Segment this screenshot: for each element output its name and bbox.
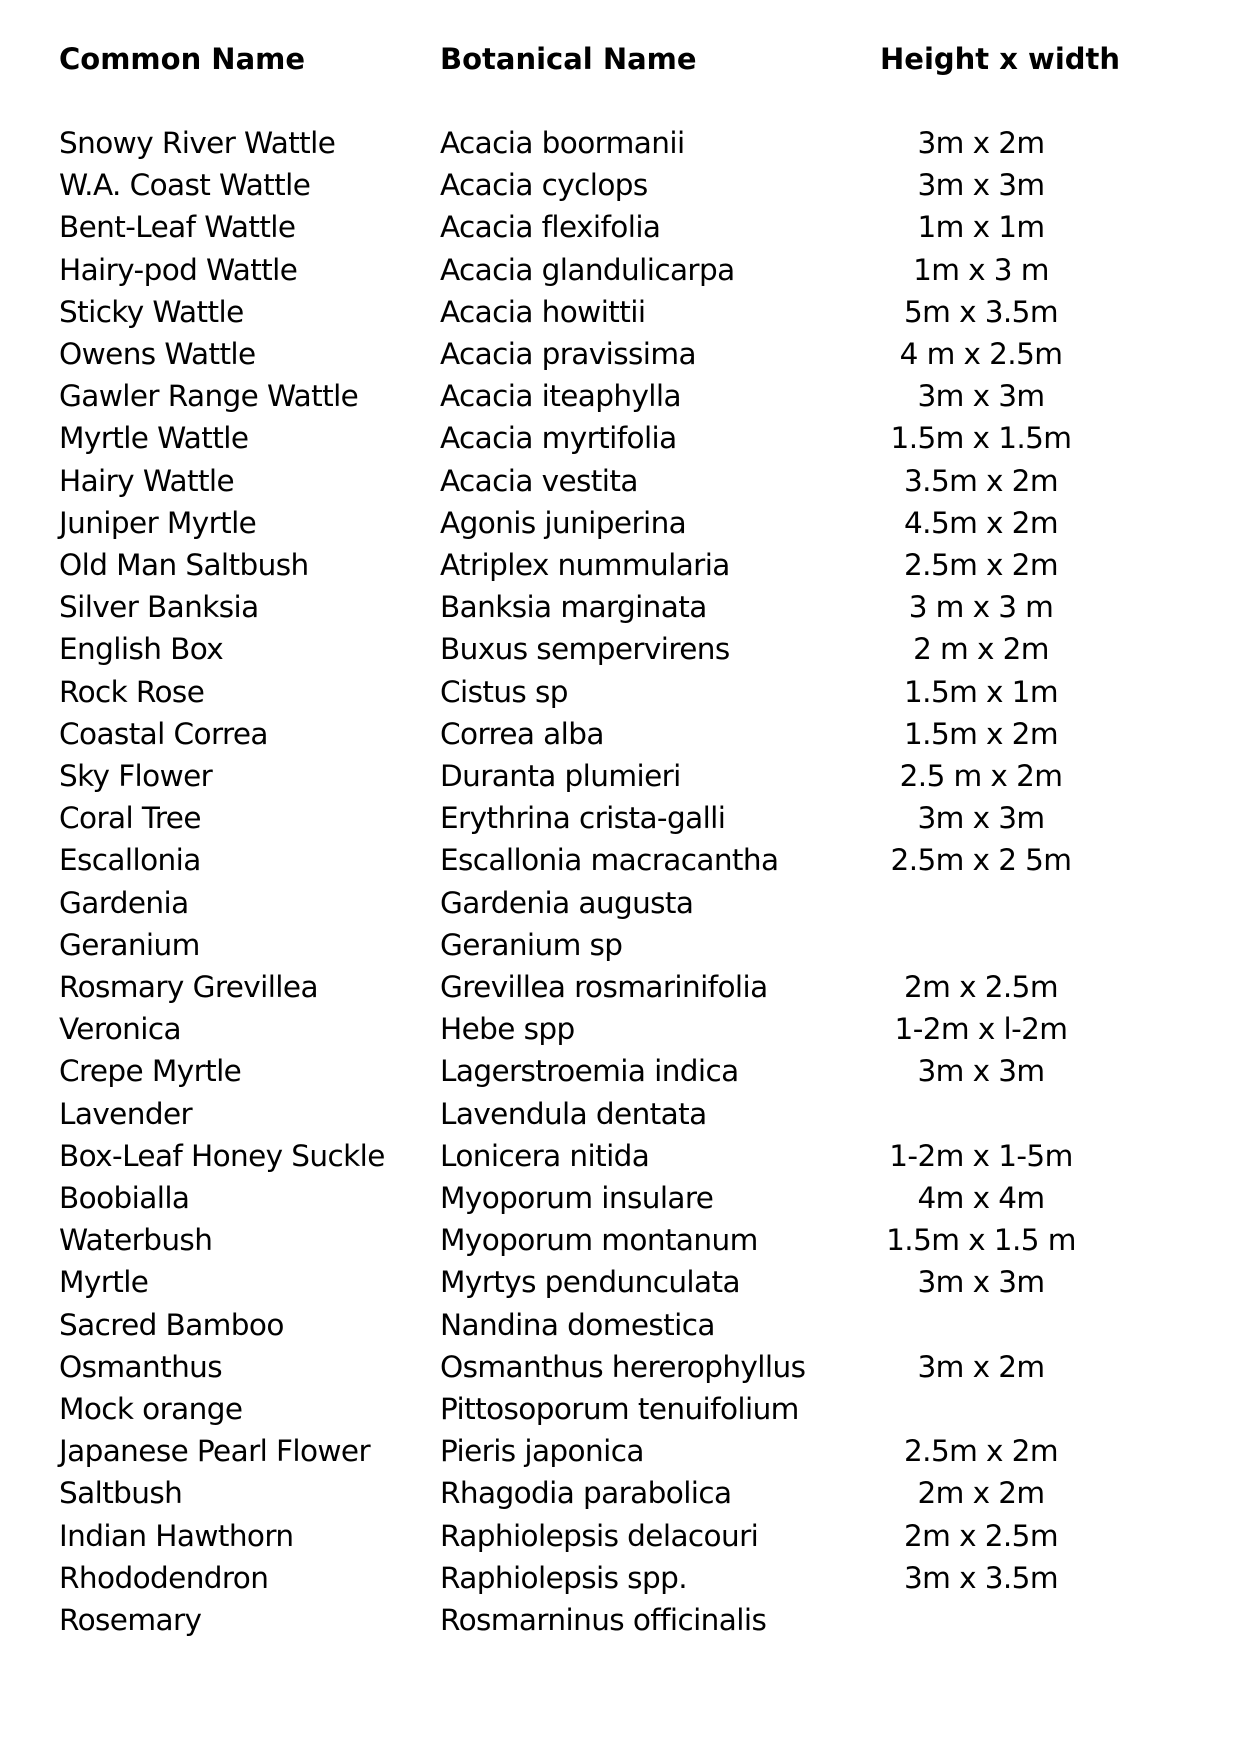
table-row bbox=[0, 544, 1239, 586]
botanical-name-cell: Grevillea rosmarinifolia bbox=[440, 970, 768, 1004]
height-width-cell: 1.5m x 1.5 m bbox=[886, 1223, 1076, 1258]
common-name-cell: Osmanthus bbox=[59, 1349, 223, 1384]
common-name-cell: Crepe Myrtle bbox=[59, 1054, 242, 1089]
botanical-name-cell: Rosmarninus officinalis bbox=[440, 1603, 767, 1637]
header-height-width: Height x width bbox=[880, 42, 1121, 76]
table-row bbox=[0, 713, 1239, 755]
height-width-cell: 2m x 2.5m bbox=[904, 1518, 1058, 1553]
botanical-name-cell: Myoporum insulare bbox=[440, 1181, 714, 1215]
common-name-cell: Myrtle bbox=[59, 1265, 149, 1300]
table-row bbox=[0, 671, 1239, 713]
table-row bbox=[0, 1135, 1239, 1177]
common-name-cell: Indian Hawthorn bbox=[59, 1518, 294, 1553]
common-name-cell: Box-Leaf Honey Suckle bbox=[59, 1138, 385, 1173]
common-name-cell: Geranium bbox=[59, 927, 200, 962]
table-row bbox=[0, 164, 1239, 206]
botanical-name-cell: Escallonia macracantha bbox=[440, 843, 779, 878]
common-name-cell: Escallonia bbox=[59, 843, 201, 878]
common-name-cell: Waterbush bbox=[59, 1223, 213, 1258]
table-row bbox=[0, 502, 1239, 544]
header-botanical-name: Botanical Name bbox=[440, 42, 697, 76]
common-name-cell: Gawler Range Wattle bbox=[59, 379, 359, 414]
common-name-cell: Mock orange bbox=[59, 1392, 243, 1426]
height-width-cell: 1m x 3 m bbox=[913, 252, 1049, 287]
table-row bbox=[0, 1008, 1239, 1050]
common-name-cell: Silver Banksia bbox=[59, 590, 259, 625]
height-width-cell: 3m x 2m bbox=[917, 126, 1045, 160]
height-width-cell: 2.5m x 2m bbox=[904, 1434, 1058, 1469]
table-row bbox=[0, 1557, 1239, 1599]
height-width-cell: 3m x 2m bbox=[917, 1349, 1045, 1384]
botanical-name-cell: Acacia pravissima bbox=[440, 337, 696, 371]
height-width-cell: 1.5m x 1.5m bbox=[890, 421, 1072, 456]
botanical-name-cell: Agonis juniperina bbox=[440, 505, 687, 540]
table-row bbox=[0, 1472, 1239, 1514]
common-name-cell: Saltbush bbox=[59, 1476, 183, 1511]
height-width-cell: 4m x 4m bbox=[917, 1181, 1045, 1215]
common-name-cell: Juniper Myrtle bbox=[59, 505, 257, 540]
botanical-name-cell: Pittosoporum tenuifolium bbox=[440, 1392, 799, 1426]
table-row bbox=[0, 417, 1239, 459]
table-row bbox=[0, 839, 1239, 881]
common-name-cell: Bent-Leaf Wattle bbox=[59, 210, 296, 245]
botanical-name-cell: Osmanthus hererophyllus bbox=[440, 1349, 806, 1384]
botanical-name-cell: Rhagodia parabolica bbox=[440, 1476, 732, 1511]
table-row bbox=[0, 1177, 1239, 1219]
height-width-cell: 4 m x 2.5m bbox=[899, 337, 1063, 371]
table-row bbox=[0, 628, 1239, 670]
botanical-name-cell: Banksia marginata bbox=[440, 590, 707, 625]
height-width-cell: 2.5m x 2m bbox=[904, 548, 1058, 582]
botanical-name-cell: Duranta plumieri bbox=[440, 759, 681, 793]
common-name-cell: Rosemary bbox=[59, 1603, 202, 1637]
botanical-name-cell: Myrtys pendunculata bbox=[440, 1265, 740, 1300]
table-row bbox=[0, 1515, 1239, 1557]
botanical-name-cell: Geranium sp bbox=[440, 927, 623, 962]
table-row bbox=[0, 1346, 1239, 1388]
botanical-name-cell: Lagerstroemia indica bbox=[440, 1054, 739, 1089]
table-row bbox=[0, 375, 1239, 417]
height-width-cell: 3m x 3m bbox=[917, 1265, 1045, 1300]
common-name-cell: Sacred Bamboo bbox=[59, 1307, 284, 1342]
table-row bbox=[0, 882, 1239, 924]
botanical-name-cell: Pieris japonica bbox=[440, 1434, 644, 1469]
common-name-cell: Hairy-pod Wattle bbox=[59, 252, 298, 287]
height-width-cell: 2m x 2m bbox=[917, 1476, 1045, 1511]
table-row bbox=[0, 249, 1239, 291]
height-width-cell: 3 m x 3 m bbox=[908, 590, 1054, 625]
common-name-cell: Sky Flower bbox=[59, 759, 213, 793]
height-width-cell: 2m x 2.5m bbox=[904, 970, 1058, 1004]
height-width-cell: 2.5 m x 2m bbox=[899, 759, 1063, 793]
table-row bbox=[0, 1430, 1239, 1472]
botanical-name-cell: Acacia boormanii bbox=[440, 126, 685, 160]
botanical-name-cell: Acacia flexifolia bbox=[440, 210, 661, 245]
height-width-cell: 3m x 3.5m bbox=[904, 1560, 1058, 1595]
height-width-cell: 1-2m x 1-5m bbox=[889, 1138, 1073, 1173]
botanical-name-cell: Acacia howittii bbox=[440, 294, 646, 329]
common-name-cell: Coastal Correa bbox=[59, 716, 268, 751]
table-row bbox=[0, 924, 1239, 966]
botanical-name-cell: Myoporum montanum bbox=[440, 1223, 758, 1258]
table-row bbox=[0, 460, 1239, 502]
table-row bbox=[0, 1050, 1239, 1092]
common-name-cell: Owens Wattle bbox=[59, 337, 256, 371]
table-row bbox=[0, 206, 1239, 248]
height-width-cell: 2 m x 2m bbox=[913, 632, 1049, 667]
botanical-name-cell: Raphiolepsis delacouri bbox=[440, 1518, 759, 1553]
height-width-cell: 3m x 3m bbox=[917, 379, 1045, 414]
table-row bbox=[0, 1388, 1239, 1430]
common-name-cell: Hairy Wattle bbox=[59, 463, 235, 498]
common-name-cell: W.A. Coast Wattle bbox=[59, 168, 311, 203]
botanical-name-cell: Hebe spp bbox=[440, 1012, 575, 1047]
common-name-cell: Lavender bbox=[59, 1096, 193, 1131]
common-name-cell: Rosmary Grevillea bbox=[59, 970, 318, 1004]
table-header bbox=[0, 38, 1239, 80]
botanical-name-cell: Erythrina crista-galli bbox=[440, 801, 726, 836]
table-row bbox=[0, 755, 1239, 797]
common-name-cell: Boobialla bbox=[59, 1181, 190, 1215]
botanical-name-cell: Acacia glandulicarpa bbox=[440, 252, 735, 287]
height-width-cell: 2.5m x 2 5m bbox=[890, 843, 1072, 878]
common-name-cell: Veronica bbox=[59, 1012, 181, 1047]
common-name-cell: Gardenia bbox=[59, 885, 189, 920]
table-row bbox=[0, 797, 1239, 839]
table-row bbox=[0, 122, 1239, 164]
common-name-cell: Rock Rose bbox=[59, 674, 205, 709]
height-width-cell: 1.5m x 2m bbox=[904, 716, 1058, 751]
height-width-cell: 3m x 3m bbox=[917, 1054, 1045, 1089]
common-name-cell: Japanese Pearl Flower bbox=[59, 1434, 371, 1469]
height-width-cell: 4.5m x 2m bbox=[904, 505, 1058, 540]
height-width-cell: 1m x 1m bbox=[917, 210, 1045, 245]
height-width-cell: 1.5m x 1m bbox=[904, 674, 1058, 709]
table-row bbox=[0, 291, 1239, 333]
height-width-cell: 5m x 3.5m bbox=[904, 294, 1058, 329]
common-name-cell: Myrtle Wattle bbox=[59, 421, 249, 456]
botanical-name-cell: Acacia iteaphylla bbox=[440, 379, 681, 414]
table-row bbox=[0, 586, 1239, 628]
height-width-cell: 3m x 3m bbox=[917, 801, 1045, 836]
table-row bbox=[0, 333, 1239, 375]
botanical-name-cell: Acacia vestita bbox=[440, 463, 638, 498]
common-name-cell: Old Man Saltbush bbox=[59, 548, 309, 582]
table-row bbox=[0, 1219, 1239, 1261]
botanical-name-cell: Acacia myrtifolia bbox=[440, 421, 677, 456]
common-name-cell: Snowy River Wattle bbox=[59, 126, 336, 160]
height-width-cell: 3m x 3m bbox=[917, 168, 1045, 203]
botanical-name-cell: Nandina domestica bbox=[440, 1307, 715, 1342]
botanical-name-cell: Acacia cyclops bbox=[440, 168, 648, 203]
height-width-cell: 1-2m x l-2m bbox=[894, 1012, 1068, 1047]
botanical-name-cell: Cistus sp bbox=[440, 674, 568, 709]
botanical-name-cell: Correa alba bbox=[440, 716, 604, 751]
botanical-name-cell: Raphiolepsis spp. bbox=[440, 1560, 687, 1595]
botanical-name-cell: Lonicera nitida bbox=[440, 1138, 650, 1173]
botanical-name-cell: Gardenia augusta bbox=[440, 885, 694, 920]
common-name-cell: Rhododendron bbox=[59, 1560, 269, 1595]
table-row bbox=[0, 1261, 1239, 1303]
common-name-cell: English Box bbox=[59, 632, 224, 667]
header-common-name: Common Name bbox=[59, 42, 306, 76]
common-name-cell: Sticky Wattle bbox=[59, 294, 244, 329]
table-row bbox=[0, 1093, 1239, 1135]
botanical-name-cell: Lavendula dentata bbox=[440, 1096, 707, 1131]
height-width-cell: 3.5m x 2m bbox=[904, 463, 1058, 498]
common-name-cell: Coral Tree bbox=[59, 801, 201, 836]
botanical-name-cell: Atriplex nummularia bbox=[440, 548, 730, 582]
table-row bbox=[0, 1599, 1239, 1641]
botanical-name-cell: Buxus sempervirens bbox=[440, 632, 730, 667]
table-row bbox=[0, 966, 1239, 1008]
table-row bbox=[0, 1304, 1239, 1346]
